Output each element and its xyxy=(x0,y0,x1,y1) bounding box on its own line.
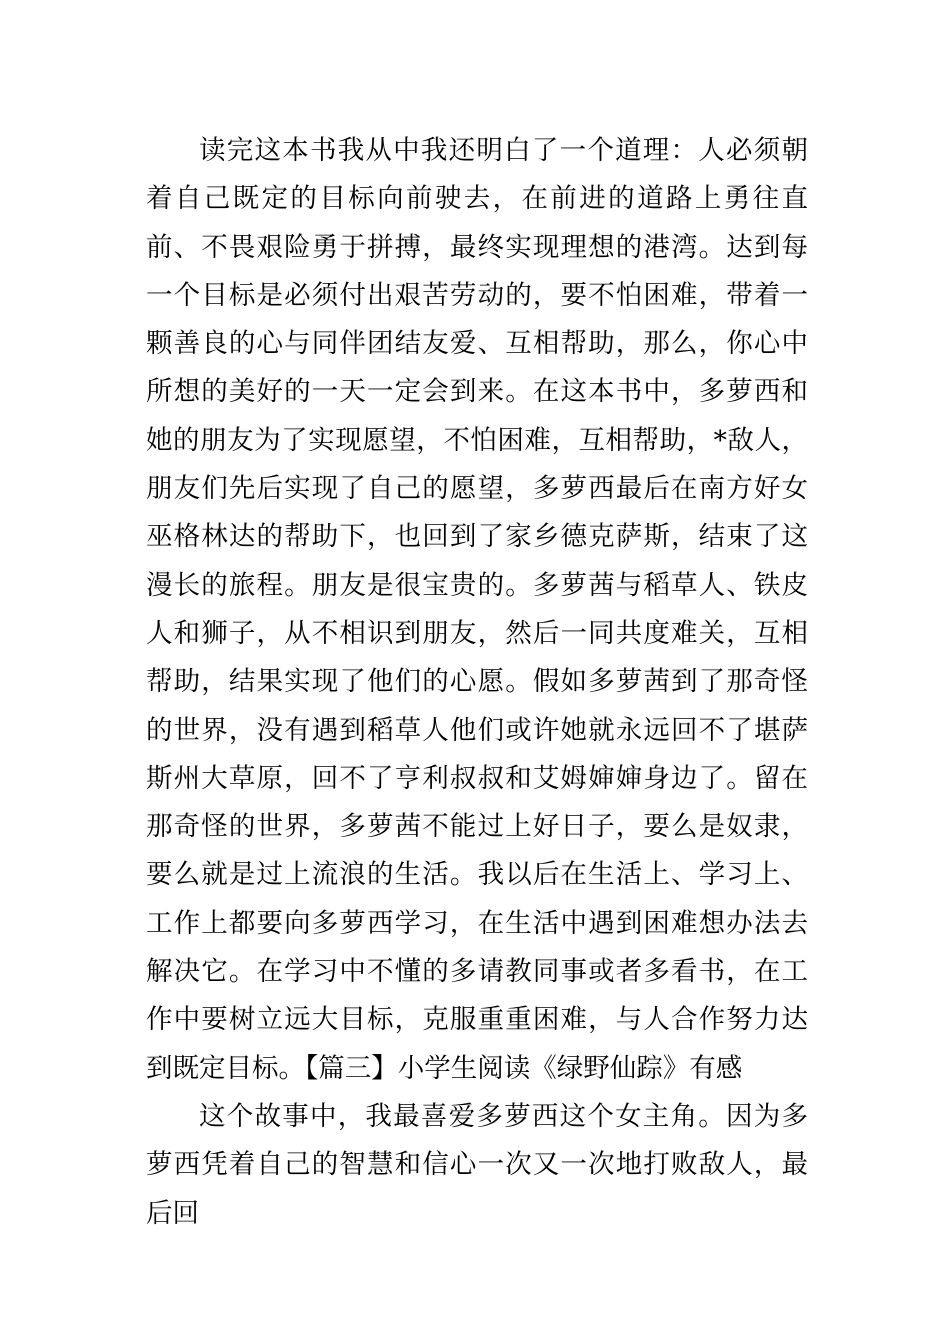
paragraph-2: 这个故事中，我最喜爱多萝西这个女主角。因为多萝西凭着自己的智慧和信心一次又一次地打败敌人，最后回 xyxy=(146,1100,808,1229)
body-text xyxy=(146,127,808,1238)
paragraph-1: 读完这本书我从中我还明白了一个道理：人必须朝着自己既定的目标向前驶去，在前进的道路上勇往直前、不畏艰险勇于拼搏，最终实现理想的港湾。达到每一个目标是必须付出艰苦劳动的，要不怕困难，带着一颗善良的心与同伴团结友爱、互相帮助，那么，你心中所想的美好的一天一定会到来。在这本书中，多萝西和她的朋友为了实现愿望，不怕困难，互相帮助，*敌人，朋友们先后实现了自己的愿望，多萝西最后在南方好女巫格林达的帮助下，也回到了家乡德克萨斯，结束了这漫长的旅程。朋友是很宝贵的。多萝茜与稻草人、铁皮人和狮子，从不相识到朋友，然后一同共度难关，互相帮助，结果实现了他们的心愿。假如多萝茜到了那奇怪的世界，没有遇到稻草人他们或许她就永远回不了堪萨斯州大草原，回不了亨利叔叔和艾姆婶婶身边了。留在那奇怪的世界，多萝茜不能过上好日子，要么是奴隶，要么就是过上流浪的生活。我以后在生活上、学习上、工作上都要向多萝西学习，在生活中遇到困难想办法去解决它。在学习中不懂的多请教同事或者多看书，在工作中要树立远大目标，克服重重困难，与人合作努力达到既定目标。【篇三】小学生阅读《绿野仙踪》有感 xyxy=(146,135,808,1084)
